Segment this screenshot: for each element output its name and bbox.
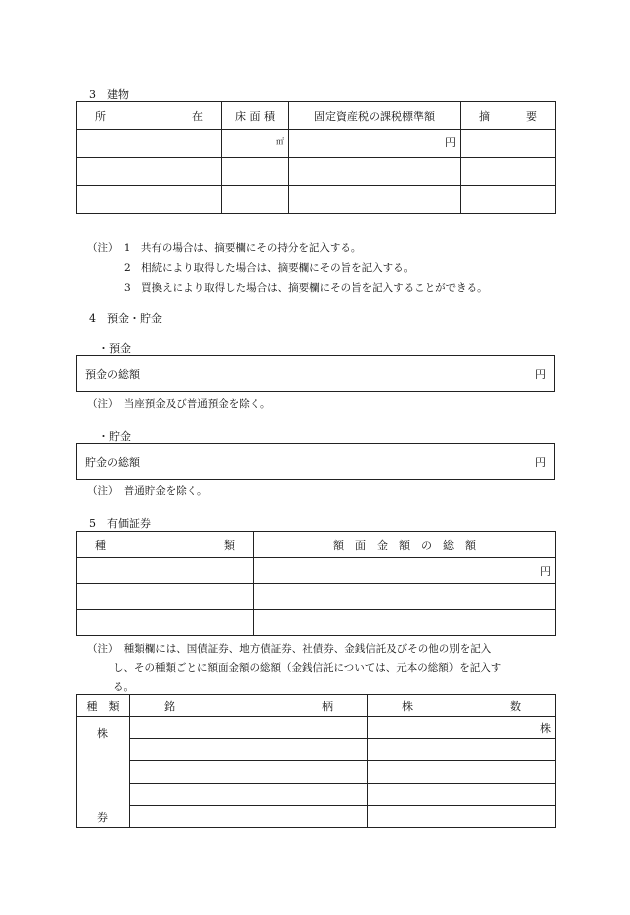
building-cell[interactable]	[461, 186, 556, 214]
deposit-total-label: 預金の総額	[85, 367, 140, 381]
securities-cell[interactable]	[254, 610, 556, 636]
deposit-subheading: ・預金	[98, 342, 131, 355]
building-cell[interactable]	[289, 186, 461, 214]
yen-unit: 円	[445, 136, 456, 149]
yen-unit: 円	[535, 367, 546, 381]
stock-type-top: 株	[97, 727, 108, 740]
header-brand: 銘 柄	[130, 695, 368, 717]
securities-note-line-2: し、その種類ごとに額面金額の総額（金銭信託については、元本の総額）を記入す	[113, 662, 502, 674]
stock-brand-cell[interactable]	[130, 783, 368, 805]
securities-value-cell[interactable]	[254, 558, 556, 584]
building-area-cell[interactable]	[222, 130, 289, 158]
stock-type-cell	[77, 717, 130, 828]
stocks-table	[76, 694, 556, 828]
header-securities-type: 種 類	[77, 532, 254, 558]
header-location: 所 在	[77, 102, 222, 130]
building-note-2: 2 相続により取得した場合は、摘要欄にその旨を記入する。	[124, 262, 415, 274]
securities-cell[interactable]	[77, 584, 254, 610]
savings-total-label: 貯金の総額	[85, 455, 140, 469]
securities-note-line-1: （注） 種類欄には、国債証券、地方債証券、社債券、金銭信託及びその他の別を記入	[87, 643, 492, 655]
building-cell[interactable]	[461, 130, 556, 158]
stock-brand-cell[interactable]	[130, 739, 368, 761]
deposit-total-box[interactable]	[76, 355, 555, 392]
building-cell[interactable]	[222, 158, 289, 186]
stock-type-bottom: 券	[97, 811, 108, 824]
header-remarks: 摘 要	[461, 102, 556, 130]
deposit-note: （注） 当座預金及び普通預金を除く。	[87, 398, 271, 410]
building-heading: 3 建物	[89, 88, 129, 101]
header-tax-value: 固定資産税の課税標準額	[289, 102, 461, 130]
stock-brand-cell[interactable]	[130, 717, 368, 739]
building-table	[76, 101, 556, 214]
savings-total-box[interactable]	[76, 443, 555, 480]
yen-unit: 円	[535, 455, 546, 469]
stock-brand-cell[interactable]	[130, 761, 368, 783]
securities-note-line-3: る。	[113, 681, 134, 693]
header-share-count: 株 数	[368, 695, 556, 717]
stock-brand-cell[interactable]	[130, 805, 368, 827]
header-stock-type: 種 類	[77, 695, 130, 717]
building-note-1: （注） 1 共有の場合は、摘要欄にその持分を記入する。	[87, 242, 362, 254]
savings-note: （注） 普通貯金を除く。	[87, 485, 208, 497]
building-cell[interactable]	[77, 130, 222, 158]
stock-shares-cell[interactable]	[368, 805, 556, 827]
securities-table	[76, 531, 556, 636]
savings-subheading: ・貯金	[98, 430, 131, 443]
header-floor-area: 床 面 積	[222, 102, 289, 130]
securities-cell[interactable]	[77, 558, 254, 584]
securities-heading: 5 有価証券	[89, 517, 151, 530]
building-cell[interactable]	[77, 186, 222, 214]
building-cell[interactable]	[77, 158, 222, 186]
stock-shares-cell[interactable]	[368, 717, 556, 739]
building-tax-cell[interactable]	[289, 130, 461, 158]
building-note-3: 3 買換えにより取得した場合は、摘要欄にその旨を記入することができる。	[124, 282, 488, 294]
building-cell[interactable]	[222, 186, 289, 214]
securities-cell[interactable]	[254, 584, 556, 610]
building-cell[interactable]	[461, 158, 556, 186]
stock-shares-cell[interactable]	[368, 761, 556, 783]
building-cell[interactable]	[289, 158, 461, 186]
shares-unit: 株	[540, 721, 551, 735]
securities-cell[interactable]	[77, 610, 254, 636]
sqm-unit: ㎡	[276, 137, 284, 146]
header-face-value-total: 額 面 金 額 の 総 額	[254, 532, 556, 558]
stock-shares-cell[interactable]	[368, 739, 556, 761]
stock-shares-cell[interactable]	[368, 783, 556, 805]
yen-unit: 円	[540, 564, 551, 578]
deposits-heading: 4 預金・貯金	[89, 312, 162, 325]
